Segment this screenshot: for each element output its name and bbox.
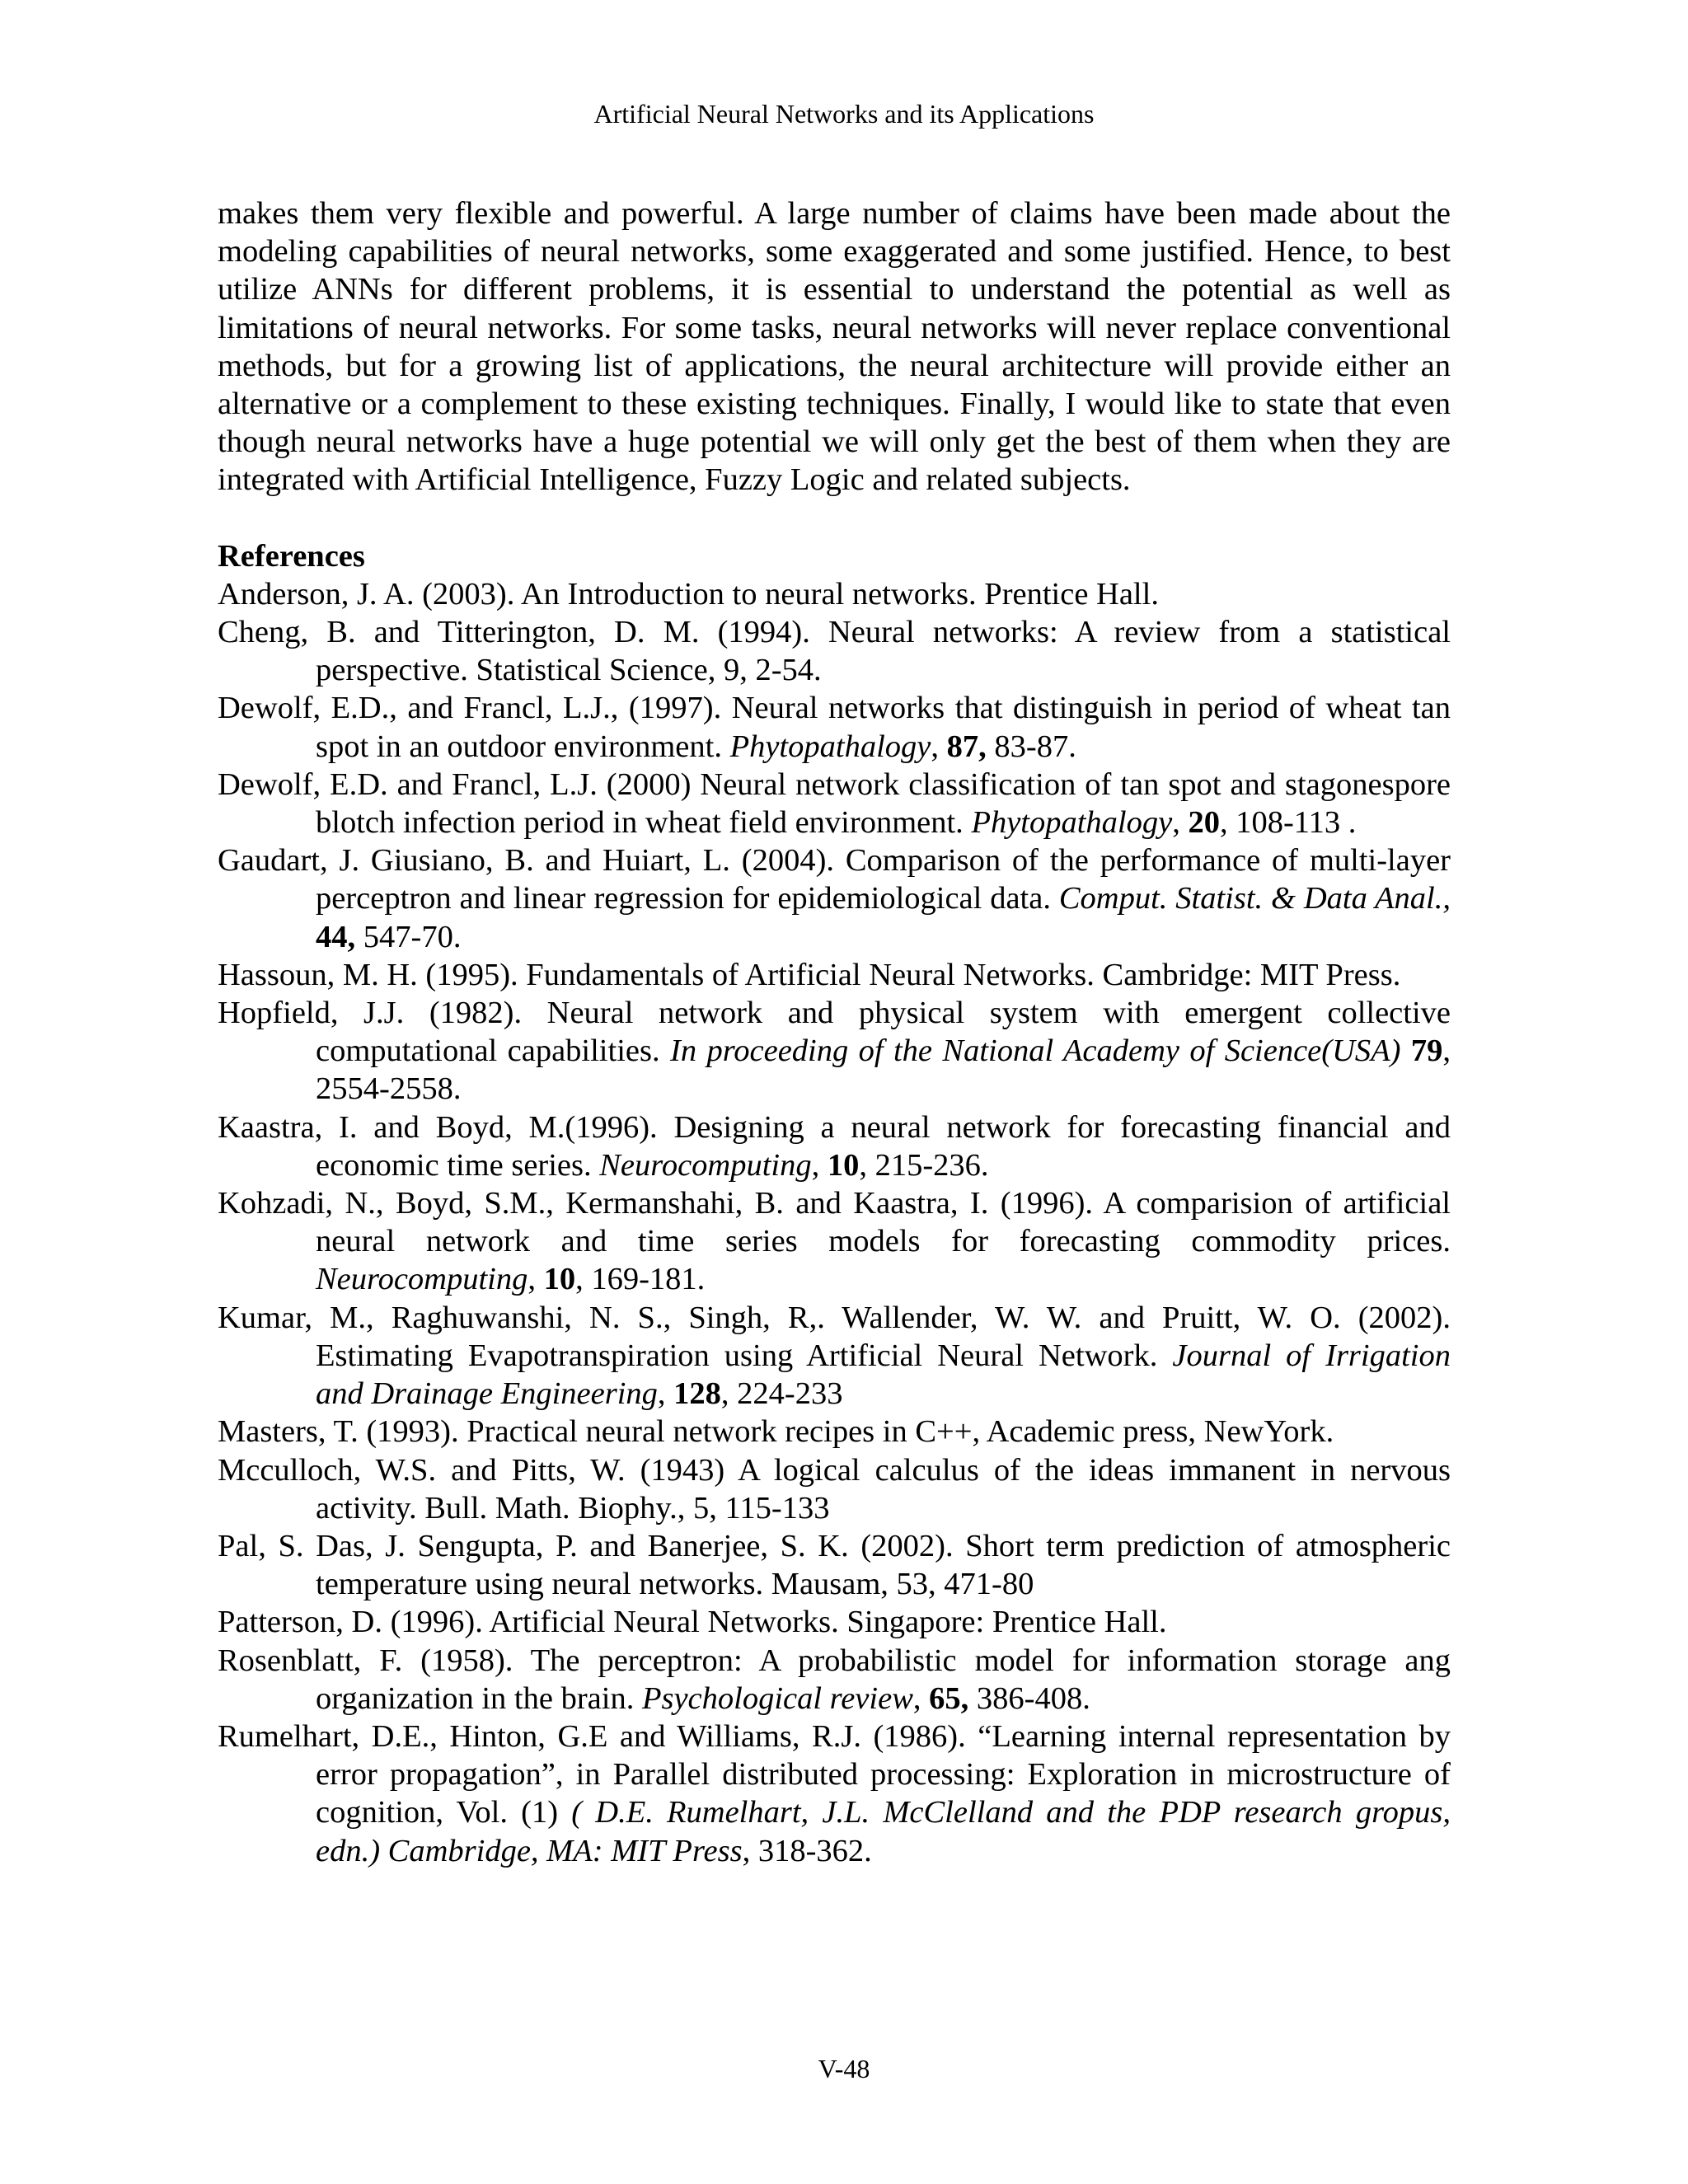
reference-text: , <box>657 1376 674 1412</box>
reference-bold-text: 128 <box>673 1376 721 1412</box>
reference-text: 83-87. <box>986 729 1076 764</box>
reference-bold-text: 10 <box>827 1147 860 1183</box>
reference-text: , 215-236. <box>859 1147 989 1183</box>
reference-item <box>218 1413 1451 1451</box>
reference-text: , 2554-2558. <box>316 1033 1451 1107</box>
reference-bold-text: 10 <box>543 1262 576 1297</box>
reference-text: Dewolf, E.D. and Francl, L.J. (2000) Neural network classification of tan spot and stagonespore blotch infection period in wheat field environment. <box>218 766 1451 841</box>
reference-item <box>218 956 1451 994</box>
page-number: V-48 <box>818 2054 870 2083</box>
reference-text: Rumelhart, D.E., Hinton, G.E and Williams, R.J. (1986). “Learning internal representation by error propagation”, in Parallel distributed processing: Exploration in microstructure of cognition, Vol. (1) <box>218 1718 1451 1830</box>
reference-text: , 108-113 . <box>1219 805 1357 841</box>
reference-bold-text: 44, <box>316 919 356 954</box>
reference-italic-text: Neurocomputing <box>316 1262 528 1297</box>
reference-italic-text: Neurocomputing <box>599 1147 812 1183</box>
reference-text: , <box>931 729 947 764</box>
reference-item <box>218 1603 1451 1641</box>
reference-item <box>218 1642 1451 1718</box>
reference-text: 386-408. <box>968 1680 1090 1716</box>
reference-italic-text: Phytopathalogy <box>729 729 931 764</box>
reference-text: , <box>912 1680 930 1716</box>
reference-text: Pal, S. Das, J. Sengupta, P. and Banerjee, S. K. (2002). Short term prediction of atmospheric temperature using neural networks. Mausam, 53, 471-80 <box>218 1528 1451 1602</box>
reference-text: 547-70. <box>355 919 462 954</box>
reference-text: , 169-181. <box>575 1262 706 1297</box>
reference-item <box>218 841 1451 956</box>
reference-text: , 318-362. <box>742 1833 872 1868</box>
reference-item <box>218 1451 1451 1527</box>
reference-item <box>218 994 1451 1108</box>
references-heading: References <box>218 538 365 574</box>
reference-item <box>218 689 1451 765</box>
reference-text: Rosenblatt, F. (1958). The perceptron: A probabilistic model for information storage ang organization in the brain. <box>218 1643 1451 1716</box>
reference-italic-text: Phytopathalogy <box>971 805 1173 841</box>
reference-text: Patterson, D. (1996). Artificial Neural Networks. Singapore: Prentice Hall. <box>218 1605 1167 1640</box>
reference-italic-text: Journal of Irrigation and Drainage Engineering <box>316 1338 1451 1412</box>
reference-italic-text: ( D.E. Rumelhart, J.L. McClelland and the PDP research gropus, edn.) Cambridge, MA: MIT Press <box>316 1795 1451 1868</box>
intro-paragraph: makes them very flexible and powerful. A large number of claims have been made about the modeling capabilities of neural networks, some exaggerated and some justified. Hence, to best utilize ANNs for different problems, it is essential to understand the potential as well as limitations of neural networks. For some tasks, neural networks will never replace conventional methods, but for a growing list of applications, the neural architecture will provide either an alternative or a complement to these existing techniques. Finally, I would like to state that even though neural networks have a huge potential we will only get the best of them when they are integrated with Artificial Intelligence, Fuzzy Logic and related subjects. <box>218 196 1451 498</box>
reference-bold-text: 20 <box>1188 805 1220 841</box>
reference-text: , <box>1172 805 1189 841</box>
running-header: Artificial Neural Networks and its Applications <box>593 99 1095 129</box>
reference-text: , 224-233 <box>720 1376 843 1412</box>
reference-text: Gaudart, J. Giusiano, B. and Huiart, L. (2004). Comparison of the performance of multi-layer perceptron and linear regression for epidemiological data. <box>218 843 1451 916</box>
reference-bold-text: 65, <box>929 1680 969 1716</box>
reference-text: Kohzadi, N., Boyd, S.M., Kermanshahi, B. and Kaastra, I. (1996). A comparision of artificial neural network and time series models for forecasting commodity prices. <box>218 1186 1451 1259</box>
reference-item <box>218 1108 1451 1184</box>
reference-text: Anderson, J. A. (2003). An Introduction to neural networks. Prentice Hall. <box>218 576 1159 612</box>
reference-text <box>1400 1033 1410 1068</box>
reference-text: Hassoun, M. H. (1995). Fundamentals of Artificial Neural Networks. Cambridge: MIT Press. <box>218 957 1401 992</box>
reference-item <box>218 575 1451 613</box>
page-content <box>218 194 1451 1870</box>
reference-italic-text: In proceeding of the National Academy of Science(USA) <box>670 1033 1401 1069</box>
reference-text: Kaastra, I. and Boyd, M.(1996). Designing a neural network for forecasting financial and economic time series. <box>218 1109 1451 1183</box>
reference-text: Dewolf, E.D., and Francl, L.J., (1997). Neural networks that distinguish in period of wheat tan spot in an outdoor environment. <box>218 691 1451 764</box>
reference-text: Mcculloch, W.S. and Pitts, W. (1943) A logical calculus of the ideas immanent in nervous activity. Bull. Math. Biophy., 5, 115-133 <box>218 1452 1451 1526</box>
reference-text: , <box>811 1147 828 1183</box>
reference-item <box>218 1184 1451 1299</box>
reference-item <box>218 1299 1451 1413</box>
reference-italic-text: Comput. Statist. & Data Anal., <box>1058 881 1451 916</box>
reference-italic-text: Psychological review <box>641 1680 913 1716</box>
reference-item <box>218 1718 1451 1870</box>
reference-item <box>218 1527 1451 1603</box>
reference-text: Masters, T. (1993). Practical neural network recipes in C++, Academic press, NewYork. <box>218 1414 1334 1450</box>
reference-bold-text: 79 <box>1410 1033 1443 1069</box>
reference-text: Kumar, M., Raghuwanshi, N. S., Singh, R,. Wallender, W. W. and Pruitt, W. O. (2002). Estimating Evapotranspiration using Artificial Neural Network. <box>218 1300 1451 1373</box>
reference-list <box>218 575 1451 1870</box>
reference-item <box>218 613 1451 689</box>
reference-text: Hopfield, J.J. (1982). Neural network and physical system with emergent collective computational capabilities. <box>218 996 1451 1069</box>
reference-text: Cheng, B. and Titterington, D. M. (1994). Neural networks: A review from a statistical perspective. Statistical Science, 9, 2-54. <box>218 615 1451 688</box>
reference-bold-text: 87, <box>946 729 987 764</box>
reference-item <box>218 766 1451 841</box>
reference-text: , <box>528 1262 544 1297</box>
